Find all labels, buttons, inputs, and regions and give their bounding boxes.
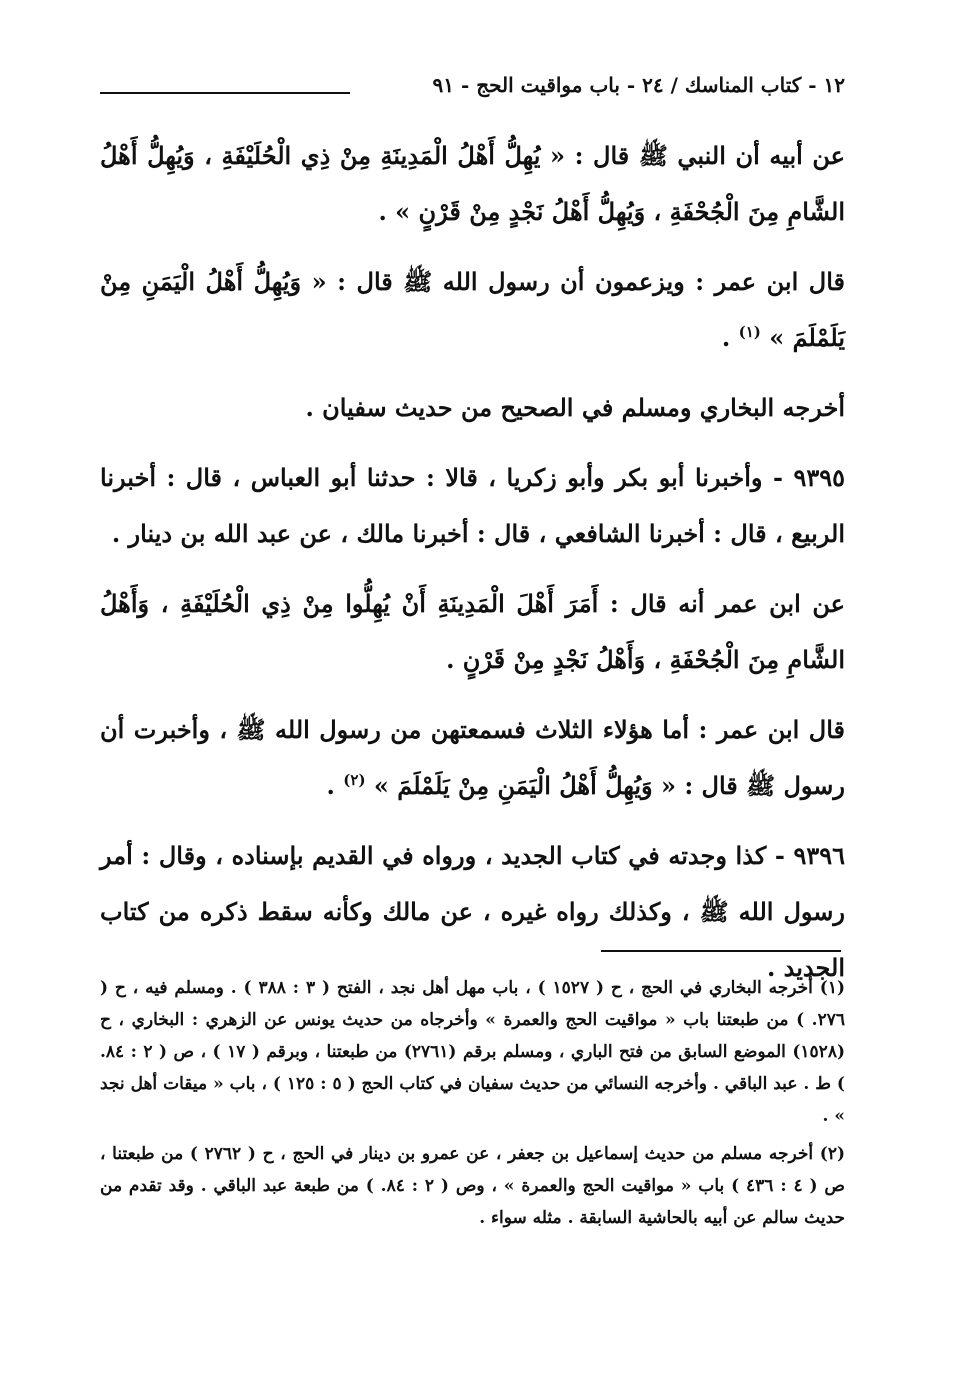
paragraph-hadith-text: عن أبيه أن النبي ﷺ قال : « يُهِلُّ أَهْلُ الْمَدِينَةِ مِنْ ذِي الْحُلَيْفَةِ ، وَيُهِلُّ أَهْلُ الشَّامِ مِنَ الْجُحْفَةِ ، وَيُهِلُّ أَهْلُ نَجْدٍ مِنْ قَرْنٍ » . [100,141,845,226]
paragraph-takhrij: أخرجه البخاري ومسلم في الصحيح من حديث سفيان . [305,393,845,422]
paragraph-text: قال ابن عمر : ويزعمون أن رسول الله ﷺ قال : « وَيُهِلُّ أَهْلُ الْيَمَنِ مِنْ يَلَمْلَمَ » [100,267,845,352]
header-rule [100,92,350,94]
footnote-ref-2: (٢) [343,771,366,789]
header-title: ١٢ - كتاب المناسك / ٢٤ - باب مواقيت الحج - ٩١ [432,73,845,97]
paragraph-text: قال ابن عمر : أما هؤلاء الثلاث فسمعتهن من رسول الله ﷺ ، وأخبرت أن رسول ﷺ قال : « وَيُهِلُّ أَهْلُ الْيَمَنِ مِنْ يَلَمْلَمَ » [100,715,845,800]
paragraph-hadith-9396: ٩٣٩٦ - كذا وجدته في كتاب الجديد ، ورواه في القديم بإسناده ، وقال : أمر رسول الله ﷺ ، وكذلك رواه غيره ، عن مالك وكأنه سقط ذكره من كتاب الجديد . [100,841,845,982]
paragraph-hadith-9395: ٩٣٩٥ - وأخبرنا أبو بكر وأبو زكريا ، قالا : حدثنا أبو العباس ، قال : أخبرنا الربيع ، قال : أخبرنا الشافعي ، قال : أخبرنا مالك ، عن عبد الله بن دينار . [100,463,845,548]
paragraph-ibn-umar-amr: عن ابن عمر أنه قال : أَمَرَ أَهْلَ الْمَدِينَةِ أَنْ يُهِلُّوا مِنْ ذِي الْحُلَيْفَةِ ، وَأَهْلُ الشَّامِ مِنَ الْجُحْفَةِ ، وَأَهْلُ نَجْدٍ مِنْ قَرْنٍ . [100,589,845,674]
footnote-1: (١) أخرجه البخاري في الحج ، ح ( ١٥٢٧ ) ، باب مهل أهل نجد ، الفتح ( ٣ : ٣٨٨ ) . ومسلم فيه ، ح ( ٢٧٦. ) من طبعتنا باب « مواقيت الحج والعمرة » وأخرجاه من حديث يونس عن الزهري : البخاري ، ح (١٥٢٨) الموضع السابق من فتح الباري ، ومسلم برقم (٢٧٦١) من طبعتنا ، وبرقم ( ١٧ ) ، ص ( ٢ : ٨٤. ) ط . عبد الباقي . وأخرجه النسائي من حديث سفيان في كتاب الحج ( ٥ : ١٢٥ ) ، باب « ميقات أهل نجد » . [100,978,845,1126]
footnotes [100,972,845,1240]
footnote-ref-1: (١) [738,323,761,341]
paragraph-ibn-umar-thalath [100,702,845,814]
running-header [100,70,845,104]
main-text [100,128,845,1010]
paragraph-tail: . [721,323,739,352]
footnote-2: (٢) أخرجه مسلم من حديث إسماعيل بن جعفر ، عن عمرو بن دينار في الحج ، ح ( ٢٧٦٢ ) من طبعتنا ، ص ( ٤ : ٤٣٦ ) باب « مواقيت الحج والعمرة » ، وص ( ٢ : ٨٤. ) من طبعة عبد الباقي . وقد تقدم من حديث سالم عن أبيه بالحاشية السابقة . مثله سواء . [100,1144,845,1228]
paragraph-tail: . [326,771,344,800]
paragraph-ibn-umar-yemen [100,254,845,366]
footnote-separator [601,950,841,952]
